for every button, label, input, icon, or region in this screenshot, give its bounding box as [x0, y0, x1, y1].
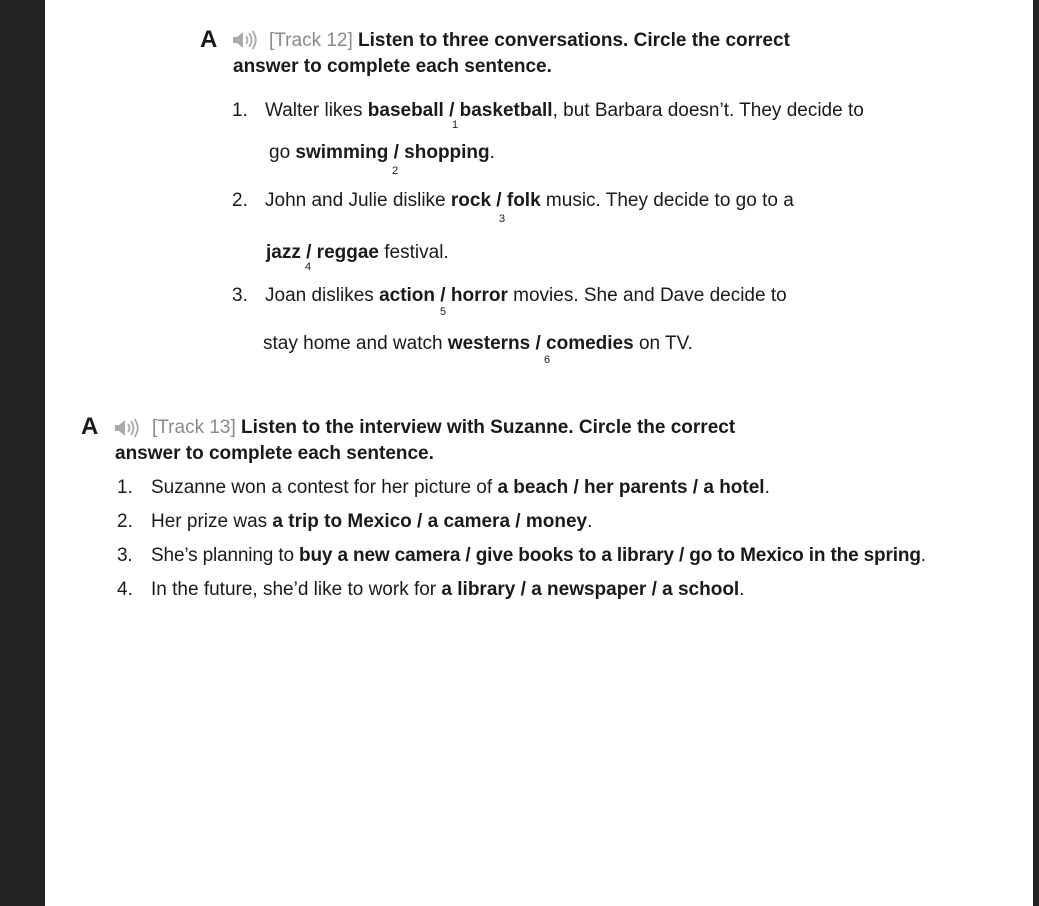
exercise-letter: A: [81, 413, 99, 440]
answer-choices[interactable]: baseball / basketball: [367, 100, 553, 121]
exercise-letter: A: [200, 26, 218, 53]
question-number: 2.: [232, 190, 248, 211]
audio-speaker-icon[interactable]: [114, 418, 140, 438]
question-number: 3.: [232, 285, 248, 306]
question-number: 3.: [117, 545, 133, 566]
instruction-line: [152, 417, 735, 439]
blank-marker: 5: [440, 306, 447, 318]
blank-marker: 1: [452, 119, 459, 131]
instruction-text: Listen to the interview with Suzanne. Circle the correct: [241, 417, 736, 438]
question-2: 2. Her prize was a trip to Mexico / a camera / money.: [117, 511, 593, 532]
question-1-line-1: 1. Walter likes baseball / basketball, but Barbara doesn’t. They decide to: [232, 100, 864, 121]
blank-marker: 6: [544, 354, 551, 366]
track-label: [Track 12]: [269, 30, 353, 51]
answer-choices[interactable]: jazz / reggae: [266, 242, 379, 263]
question-number: 1.: [232, 100, 248, 121]
instruction-text: Listen to three conversations. Circle the correct: [358, 30, 790, 51]
question-2-line-1: 2. John and Julie dislike rock / folk music. They decide to go to a: [232, 190, 794, 211]
question-4: 4. In the future, she’d like to work for a library / a newspaper / a school.: [117, 579, 745, 600]
answer-choices[interactable]: action / horror: [379, 285, 508, 306]
blank-marker: 2: [392, 165, 399, 177]
question-3-line-1: 3. Joan dislikes action / horror movies. She and Dave decide to: [232, 285, 787, 306]
question-number: 1.: [117, 477, 133, 498]
blank-marker: 3: [499, 213, 506, 225]
answer-choices[interactable]: a library / a newspaper / a school: [441, 579, 740, 600]
question-3-line-2: stay home and watch westerns / comedies on TV.: [263, 333, 693, 354]
blank-marker: 4: [305, 261, 312, 273]
question-1: 1. Suzanne won a contest for her picture of a beach / her parents / a hotel.: [117, 477, 770, 498]
answer-choices[interactable]: westerns / comedies: [447, 333, 634, 354]
worksheet-page: [45, 0, 1033, 906]
question-1-line-2: go swimming / shopping.: [269, 142, 495, 163]
instruction-text-continued: answer to complete each sentence.: [115, 443, 434, 464]
track-label: [Track 13]: [152, 417, 236, 438]
instruction-line: [269, 30, 790, 52]
question-number: 4.: [117, 579, 133, 600]
audio-speaker-icon[interactable]: [232, 30, 258, 50]
answer-choices[interactable]: swimming / shopping: [295, 142, 490, 163]
question-3: 3. She’s planning to buy a new camera / give books to a library / go to Mexico in the spring.: [117, 545, 926, 566]
answer-choices[interactable]: rock / folk: [450, 190, 541, 211]
answer-choices[interactable]: buy a new camera / give books to a library / go to Mexico in the spring: [299, 545, 921, 566]
question-number: 2.: [117, 511, 133, 532]
answer-choices[interactable]: a beach / her parents / a hotel: [497, 477, 765, 498]
instruction-text-continued: answer to complete each sentence.: [233, 56, 552, 77]
answer-choices[interactable]: a trip to Mexico / a camera / money: [272, 511, 588, 532]
question-2-line-2: jazz / reggae festival.: [266, 242, 449, 263]
